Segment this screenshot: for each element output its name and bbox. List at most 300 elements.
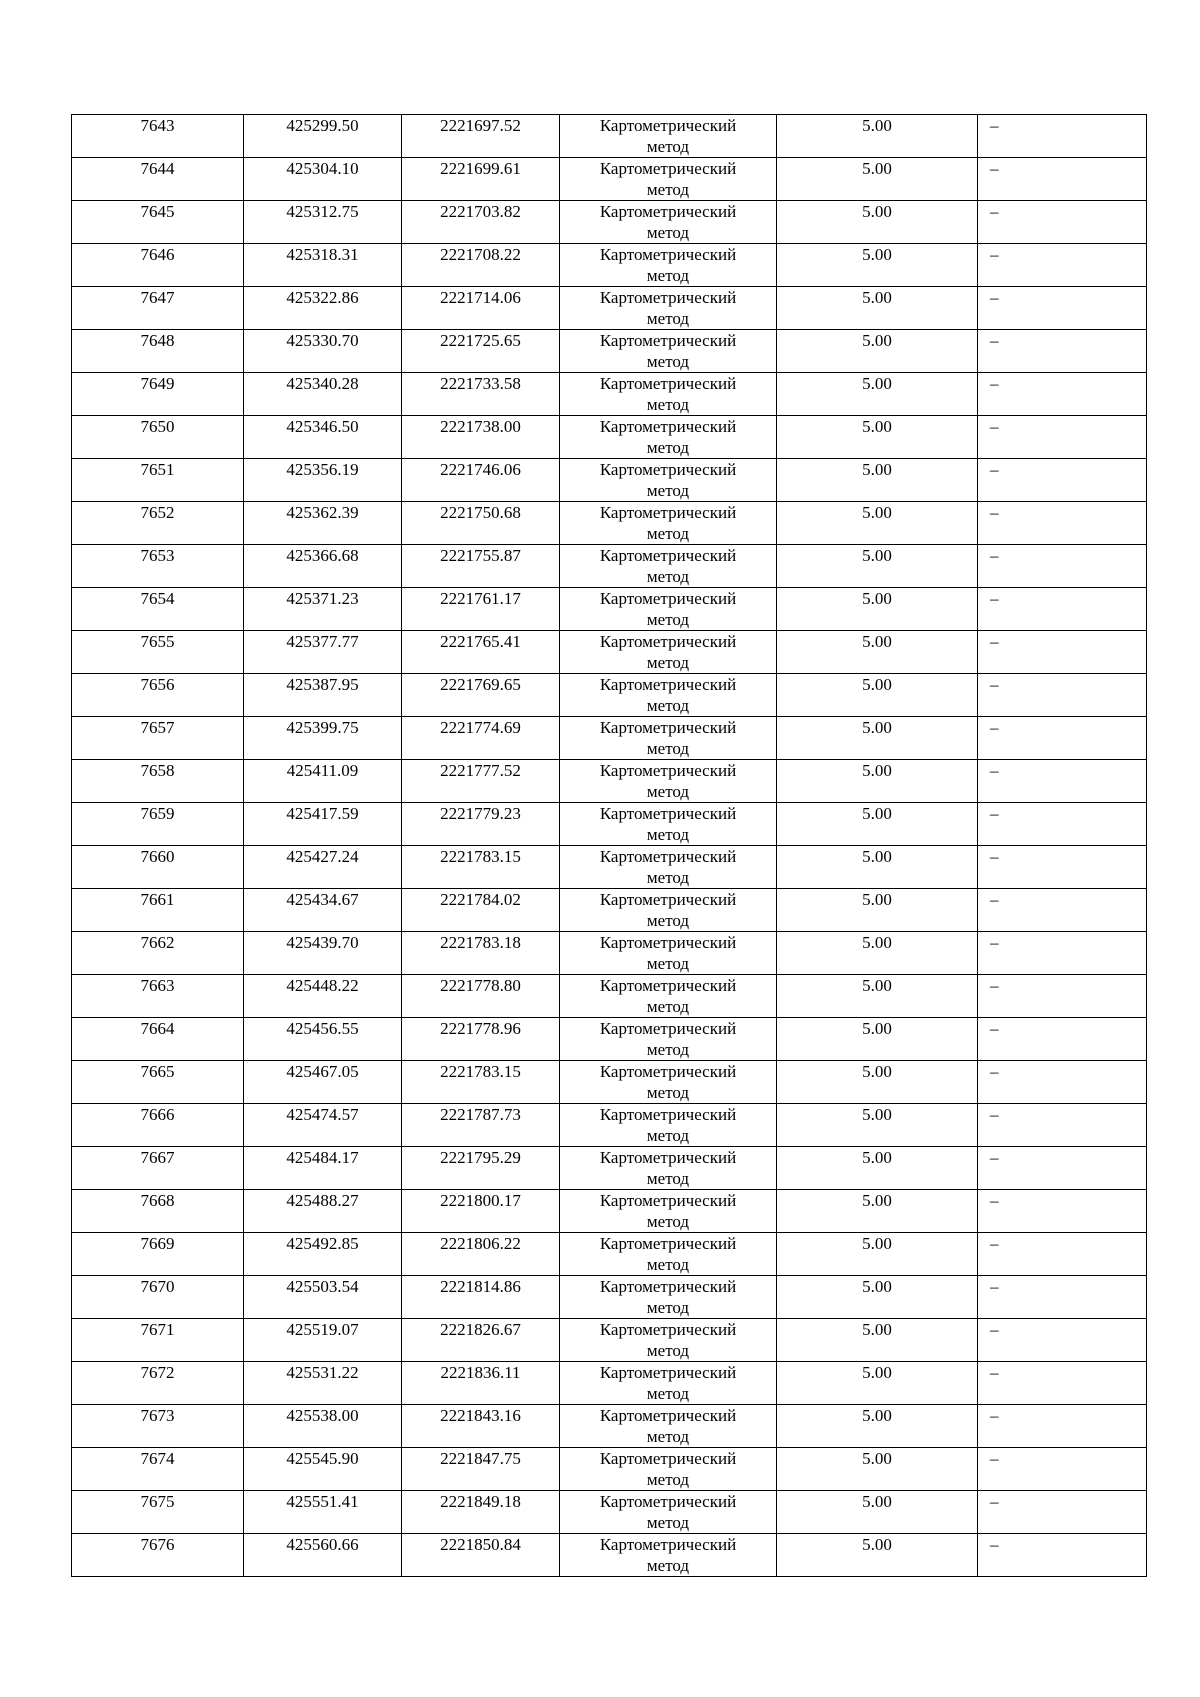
note-cell: –: [978, 373, 1147, 416]
accuracy-cell: 5.00: [777, 1448, 978, 1491]
y-coordinate-cell: 2221783.15: [402, 1061, 560, 1104]
method-label-line1: Картометрический: [599, 804, 737, 823]
method-label-line2: метод: [646, 1169, 690, 1188]
table-row: [72, 1448, 1147, 1491]
note-cell: –: [978, 115, 1147, 158]
x-coordinate-cell: 425299.50: [244, 115, 402, 158]
note-cell: –: [978, 760, 1147, 803]
y-coordinate-cell: 2221778.96: [402, 1018, 560, 1061]
point-number-cell: 7659: [72, 803, 244, 846]
point-number-cell: 7667: [72, 1147, 244, 1190]
y-coordinate-cell: 2221849.18: [402, 1491, 560, 1534]
table-row: [72, 1147, 1147, 1190]
accuracy-cell: 5.00: [777, 932, 978, 975]
method-label-line1: Картометрический: [599, 1019, 737, 1038]
method-label-line2: метод: [646, 1212, 690, 1231]
x-coordinate-cell: 425356.19: [244, 459, 402, 502]
y-coordinate-cell: 2221769.65: [402, 674, 560, 717]
accuracy-cell: 5.00: [777, 1018, 978, 1061]
note-cell: –: [978, 717, 1147, 760]
note-cell: –: [978, 287, 1147, 330]
method-cell: [560, 932, 777, 975]
method-label-line1: Картометрический: [599, 1406, 737, 1425]
method-label-line1: Картометрический: [599, 116, 737, 135]
note-cell: –: [978, 1534, 1147, 1577]
coordinates-table: [71, 114, 1147, 1577]
accuracy-cell: 5.00: [777, 1104, 978, 1147]
accuracy-cell: 5.00: [777, 1491, 978, 1534]
point-number-cell: 7654: [72, 588, 244, 631]
table-row: [72, 889, 1147, 932]
table-row: [72, 545, 1147, 588]
method-label-line1: Картометрический: [599, 890, 737, 909]
point-number-cell: 7643: [72, 115, 244, 158]
method-cell: [560, 1276, 777, 1319]
method-label-line2: метод: [646, 739, 690, 758]
accuracy-cell: 5.00: [777, 416, 978, 459]
note-cell: –: [978, 1104, 1147, 1147]
y-coordinate-cell: 2221761.17: [402, 588, 560, 631]
y-coordinate-cell: 2221783.18: [402, 932, 560, 975]
table-row: [72, 459, 1147, 502]
y-coordinate-cell: 2221783.15: [402, 846, 560, 889]
x-coordinate-cell: 425456.55: [244, 1018, 402, 1061]
point-number-cell: 7672: [72, 1362, 244, 1405]
point-number-cell: 7663: [72, 975, 244, 1018]
y-coordinate-cell: 2221774.69: [402, 717, 560, 760]
point-number-cell: 7646: [72, 244, 244, 287]
note-cell: –: [978, 846, 1147, 889]
x-coordinate-cell: 425312.75: [244, 201, 402, 244]
method-cell: [560, 803, 777, 846]
point-number-cell: 7676: [72, 1534, 244, 1577]
accuracy-cell: 5.00: [777, 1061, 978, 1104]
point-number-cell: 7665: [72, 1061, 244, 1104]
note-cell: –: [978, 1319, 1147, 1362]
point-number-cell: 7660: [72, 846, 244, 889]
method-label-line2: метод: [646, 1255, 690, 1274]
y-coordinate-cell: 2221800.17: [402, 1190, 560, 1233]
accuracy-cell: 5.00: [777, 631, 978, 674]
y-coordinate-cell: 2221806.22: [402, 1233, 560, 1276]
accuracy-cell: 5.00: [777, 287, 978, 330]
method-cell: [560, 1405, 777, 1448]
method-label-line2: метод: [646, 610, 690, 629]
table-row: [72, 502, 1147, 545]
method-label-line1: Картометрический: [599, 374, 737, 393]
point-number-cell: 7651: [72, 459, 244, 502]
method-label-line2: метод: [646, 1083, 690, 1102]
x-coordinate-cell: 425330.70: [244, 330, 402, 373]
method-label-line2: метод: [646, 696, 690, 715]
accuracy-cell: 5.00: [777, 244, 978, 287]
table-row: [72, 1233, 1147, 1276]
note-cell: –: [978, 1405, 1147, 1448]
method-label-line1: Картометрический: [599, 331, 737, 350]
point-number-cell: 7664: [72, 1018, 244, 1061]
point-number-cell: 7666: [72, 1104, 244, 1147]
note-cell: –: [978, 1147, 1147, 1190]
accuracy-cell: 5.00: [777, 1147, 978, 1190]
y-coordinate-cell: 2221826.67: [402, 1319, 560, 1362]
method-label-line2: метод: [646, 481, 690, 500]
point-number-cell: 7657: [72, 717, 244, 760]
x-coordinate-cell: 425322.86: [244, 287, 402, 330]
accuracy-cell: 5.00: [777, 502, 978, 545]
point-number-cell: 7649: [72, 373, 244, 416]
accuracy-cell: 5.00: [777, 330, 978, 373]
method-label-line2: метод: [646, 1341, 690, 1360]
x-coordinate-cell: 425371.23: [244, 588, 402, 631]
y-coordinate-cell: 2221714.06: [402, 287, 560, 330]
method-label-line1: Картометрический: [599, 245, 737, 264]
table-row: [72, 1190, 1147, 1233]
method-label-line2: метод: [646, 223, 690, 242]
accuracy-cell: 5.00: [777, 1534, 978, 1577]
method-label-line1: Картометрический: [599, 1062, 737, 1081]
method-cell: [560, 588, 777, 631]
method-label-line1: Картометрический: [599, 1105, 737, 1124]
note-cell: –: [978, 158, 1147, 201]
y-coordinate-cell: 2221787.73: [402, 1104, 560, 1147]
accuracy-cell: 5.00: [777, 1319, 978, 1362]
method-label-line2: метод: [646, 1513, 690, 1532]
method-cell: [560, 1448, 777, 1491]
note-cell: –: [978, 1276, 1147, 1319]
table-row: [72, 330, 1147, 373]
y-coordinate-cell: 2221725.65: [402, 330, 560, 373]
note-cell: –: [978, 502, 1147, 545]
method-label-line1: Картометрический: [599, 1191, 737, 1210]
x-coordinate-cell: 425377.77: [244, 631, 402, 674]
method-label-line1: Картометрический: [599, 933, 737, 952]
method-label-line2: метод: [646, 137, 690, 156]
accuracy-cell: 5.00: [777, 373, 978, 416]
method-label-line2: метод: [646, 1384, 690, 1403]
method-cell: [560, 330, 777, 373]
note-cell: –: [978, 330, 1147, 373]
method-cell: [560, 158, 777, 201]
method-label-line1: Картометрический: [599, 1320, 737, 1339]
method-cell: [560, 373, 777, 416]
accuracy-cell: 5.00: [777, 545, 978, 588]
x-coordinate-cell: 425362.39: [244, 502, 402, 545]
accuracy-cell: 5.00: [777, 846, 978, 889]
x-coordinate-cell: 425318.31: [244, 244, 402, 287]
method-cell: [560, 244, 777, 287]
y-coordinate-cell: 2221697.52: [402, 115, 560, 158]
method-label-line1: Картометрический: [599, 288, 737, 307]
note-cell: –: [978, 1362, 1147, 1405]
method-cell: [560, 889, 777, 932]
accuracy-cell: 5.00: [777, 1362, 978, 1405]
method-label-line1: Картометрический: [599, 460, 737, 479]
y-coordinate-cell: 2221703.82: [402, 201, 560, 244]
method-cell: [560, 631, 777, 674]
x-coordinate-cell: 425560.66: [244, 1534, 402, 1577]
point-number-cell: 7652: [72, 502, 244, 545]
point-number-cell: 7671: [72, 1319, 244, 1362]
method-label-line2: метод: [646, 1427, 690, 1446]
x-coordinate-cell: 425448.22: [244, 975, 402, 1018]
table-row: [72, 373, 1147, 416]
point-number-cell: 7653: [72, 545, 244, 588]
y-coordinate-cell: 2221836.11: [402, 1362, 560, 1405]
x-coordinate-cell: 425399.75: [244, 717, 402, 760]
method-cell: [560, 1018, 777, 1061]
y-coordinate-cell: 2221738.00: [402, 416, 560, 459]
method-label-line1: Картометрический: [599, 159, 737, 178]
x-coordinate-cell: 425304.10: [244, 158, 402, 201]
point-number-cell: 7656: [72, 674, 244, 717]
method-label-line1: Картометрический: [599, 589, 737, 608]
y-coordinate-cell: 2221795.29: [402, 1147, 560, 1190]
method-cell: [560, 502, 777, 545]
table-row: [72, 674, 1147, 717]
table-row: [72, 1104, 1147, 1147]
method-cell: [560, 459, 777, 502]
method-cell: [560, 201, 777, 244]
point-number-cell: 7644: [72, 158, 244, 201]
table-row: [72, 846, 1147, 889]
method-label-line1: Картометрический: [599, 1492, 737, 1511]
method-label-line2: метод: [646, 782, 690, 801]
note-cell: –: [978, 588, 1147, 631]
method-label-line2: метод: [646, 567, 690, 586]
table-row: [72, 1276, 1147, 1319]
method-label-line2: метод: [646, 1298, 690, 1317]
table-row: [72, 1319, 1147, 1362]
table-row: [72, 201, 1147, 244]
point-number-cell: 7648: [72, 330, 244, 373]
y-coordinate-cell: 2221746.06: [402, 459, 560, 502]
point-number-cell: 7670: [72, 1276, 244, 1319]
table-row: [72, 1534, 1147, 1577]
point-number-cell: 7673: [72, 1405, 244, 1448]
method-cell: [560, 674, 777, 717]
method-label-line2: метод: [646, 180, 690, 199]
method-cell: [560, 115, 777, 158]
method-cell: [560, 1061, 777, 1104]
point-number-cell: 7662: [72, 932, 244, 975]
table-row: [72, 932, 1147, 975]
method-label-line2: метод: [646, 266, 690, 285]
method-cell: [560, 1491, 777, 1534]
accuracy-cell: 5.00: [777, 1276, 978, 1319]
table-row: [72, 287, 1147, 330]
x-coordinate-cell: 425484.17: [244, 1147, 402, 1190]
method-label-line2: метод: [646, 653, 690, 672]
y-coordinate-cell: 2221778.80: [402, 975, 560, 1018]
method-label-line2: метод: [646, 868, 690, 887]
method-cell: [560, 1362, 777, 1405]
note-cell: –: [978, 975, 1147, 1018]
note-cell: –: [978, 545, 1147, 588]
method-label-line1: Картометрический: [599, 1363, 737, 1382]
y-coordinate-cell: 2221733.58: [402, 373, 560, 416]
accuracy-cell: 5.00: [777, 760, 978, 803]
note-cell: –: [978, 889, 1147, 932]
note-cell: –: [978, 932, 1147, 975]
accuracy-cell: 5.00: [777, 158, 978, 201]
accuracy-cell: 5.00: [777, 803, 978, 846]
x-coordinate-cell: 425538.00: [244, 1405, 402, 1448]
point-number-cell: 7658: [72, 760, 244, 803]
y-coordinate-cell: 2221843.16: [402, 1405, 560, 1448]
x-coordinate-cell: 425531.22: [244, 1362, 402, 1405]
method-cell: [560, 1319, 777, 1362]
table-row: [72, 588, 1147, 631]
table-row: [72, 1362, 1147, 1405]
x-coordinate-cell: 425434.67: [244, 889, 402, 932]
point-number-cell: 7674: [72, 1448, 244, 1491]
method-label-line2: метод: [646, 309, 690, 328]
method-label-line2: метод: [646, 1556, 690, 1575]
y-coordinate-cell: 2221779.23: [402, 803, 560, 846]
method-cell: [560, 760, 777, 803]
table-row: [72, 803, 1147, 846]
method-cell: [560, 975, 777, 1018]
method-label-line1: Картометрический: [599, 417, 737, 436]
accuracy-cell: 5.00: [777, 588, 978, 631]
accuracy-cell: 5.00: [777, 1405, 978, 1448]
y-coordinate-cell: 2221699.61: [402, 158, 560, 201]
table-row: [72, 760, 1147, 803]
y-coordinate-cell: 2221708.22: [402, 244, 560, 287]
accuracy-cell: 5.00: [777, 459, 978, 502]
method-label-line1: Картометрический: [599, 1449, 737, 1468]
accuracy-cell: 5.00: [777, 975, 978, 1018]
method-label-line1: Картометрический: [599, 1535, 737, 1554]
method-cell: [560, 1190, 777, 1233]
note-cell: –: [978, 674, 1147, 717]
x-coordinate-cell: 425346.50: [244, 416, 402, 459]
method-label-line2: метод: [646, 395, 690, 414]
x-coordinate-cell: 425467.05: [244, 1061, 402, 1104]
point-number-cell: 7668: [72, 1190, 244, 1233]
note-cell: –: [978, 1061, 1147, 1104]
point-number-cell: 7669: [72, 1233, 244, 1276]
x-coordinate-cell: 425519.07: [244, 1319, 402, 1362]
method-cell: [560, 1233, 777, 1276]
method-label-line2: метод: [646, 438, 690, 457]
method-cell: [560, 1104, 777, 1147]
x-coordinate-cell: 425439.70: [244, 932, 402, 975]
x-coordinate-cell: 425340.28: [244, 373, 402, 416]
note-cell: –: [978, 1233, 1147, 1276]
y-coordinate-cell: 2221814.86: [402, 1276, 560, 1319]
point-number-cell: 7650: [72, 416, 244, 459]
accuracy-cell: 5.00: [777, 1233, 978, 1276]
note-cell: –: [978, 1190, 1147, 1233]
method-label-line2: метод: [646, 352, 690, 371]
point-number-cell: 7645: [72, 201, 244, 244]
method-label-line2: метод: [646, 1040, 690, 1059]
table-row: [72, 1491, 1147, 1534]
method-cell: [560, 1534, 777, 1577]
x-coordinate-cell: 425411.09: [244, 760, 402, 803]
method-cell: [560, 287, 777, 330]
method-label-line1: Картометрический: [599, 546, 737, 565]
note-cell: –: [978, 1448, 1147, 1491]
point-number-cell: 7647: [72, 287, 244, 330]
y-coordinate-cell: 2221850.84: [402, 1534, 560, 1577]
note-cell: –: [978, 631, 1147, 674]
table-row: [72, 115, 1147, 158]
x-coordinate-cell: 425551.41: [244, 1491, 402, 1534]
note-cell: –: [978, 1491, 1147, 1534]
method-label-line1: Картометрический: [599, 761, 737, 780]
y-coordinate-cell: 2221755.87: [402, 545, 560, 588]
table-row: [72, 1018, 1147, 1061]
y-coordinate-cell: 2221750.68: [402, 502, 560, 545]
y-coordinate-cell: 2221765.41: [402, 631, 560, 674]
method-label-line1: Картометрический: [599, 1277, 737, 1296]
method-label-line2: метод: [646, 954, 690, 973]
method-label-line1: Картометрический: [599, 503, 737, 522]
method-label-line2: метод: [646, 911, 690, 930]
table-row: [72, 631, 1147, 674]
accuracy-cell: 5.00: [777, 201, 978, 244]
method-label-line1: Картометрический: [599, 675, 737, 694]
accuracy-cell: 5.00: [777, 674, 978, 717]
table-row: [72, 416, 1147, 459]
method-cell: [560, 846, 777, 889]
method-label-line1: Картометрический: [599, 976, 737, 995]
x-coordinate-cell: 425366.68: [244, 545, 402, 588]
table-row: [72, 158, 1147, 201]
x-coordinate-cell: 425545.90: [244, 1448, 402, 1491]
method-label-line1: Картометрический: [599, 847, 737, 866]
accuracy-cell: 5.00: [777, 1190, 978, 1233]
x-coordinate-cell: 425417.59: [244, 803, 402, 846]
x-coordinate-cell: 425387.95: [244, 674, 402, 717]
method-label-line1: Картометрический: [599, 1234, 737, 1253]
method-label-line2: метод: [646, 825, 690, 844]
coordinates-table-body: [72, 115, 1147, 1577]
x-coordinate-cell: 425503.54: [244, 1276, 402, 1319]
y-coordinate-cell: 2221847.75: [402, 1448, 560, 1491]
method-label-line1: Картометрический: [599, 1148, 737, 1167]
x-coordinate-cell: 425474.57: [244, 1104, 402, 1147]
method-label-line2: метод: [646, 1470, 690, 1489]
note-cell: –: [978, 459, 1147, 502]
point-number-cell: 7661: [72, 889, 244, 932]
x-coordinate-cell: 425488.27: [244, 1190, 402, 1233]
method-cell: [560, 717, 777, 760]
point-number-cell: 7655: [72, 631, 244, 674]
accuracy-cell: 5.00: [777, 717, 978, 760]
table-row: [72, 975, 1147, 1018]
x-coordinate-cell: 425492.85: [244, 1233, 402, 1276]
method-label-line1: Картометрический: [599, 632, 737, 651]
table-row: [72, 1061, 1147, 1104]
point-number-cell: 7675: [72, 1491, 244, 1534]
method-label-line1: Картометрический: [599, 718, 737, 737]
method-cell: [560, 545, 777, 588]
table-row: [72, 717, 1147, 760]
y-coordinate-cell: 2221784.02: [402, 889, 560, 932]
x-coordinate-cell: 425427.24: [244, 846, 402, 889]
accuracy-cell: 5.00: [777, 889, 978, 932]
note-cell: –: [978, 416, 1147, 459]
method-cell: [560, 1147, 777, 1190]
method-label-line2: метод: [646, 997, 690, 1016]
note-cell: –: [978, 803, 1147, 846]
table-row: [72, 1405, 1147, 1448]
y-coordinate-cell: 2221777.52: [402, 760, 560, 803]
note-cell: –: [978, 201, 1147, 244]
